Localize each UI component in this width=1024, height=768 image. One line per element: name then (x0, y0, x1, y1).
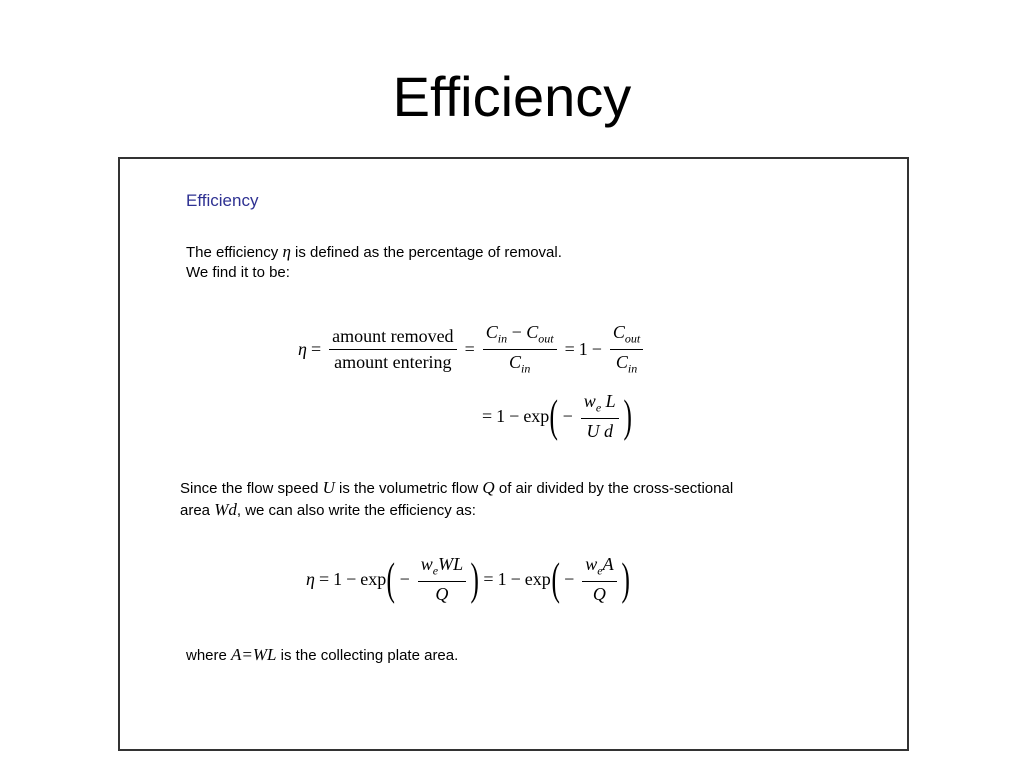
mid-text-d: area (180, 502, 215, 519)
eq2-inner-minus-2: − (564, 568, 575, 589)
eq1-fraction-amounts (329, 326, 456, 373)
eq2-equals-2: = (483, 568, 494, 589)
eq1b-inner-minus: − (562, 405, 573, 426)
eq2-fraction-2 (582, 554, 616, 605)
mid-text-b: is the volumetric flow (334, 480, 483, 497)
intro-line-1 (186, 241, 562, 263)
minus-sign: − (511, 322, 522, 342)
u-var: U (322, 478, 335, 497)
section-heading: Efficiency (186, 191, 259, 210)
eq2-one-1: 1 (333, 568, 343, 589)
w-base: w (583, 391, 596, 411)
eq1-equals-1: = (310, 338, 322, 359)
u-symbol: U (586, 420, 600, 441)
eq1b-one: 1 (496, 405, 506, 426)
equation-1-line-1 (298, 322, 647, 376)
c-in-base: C (485, 322, 498, 342)
equation-1-line-2 (478, 391, 632, 442)
frac-we-l (581, 391, 619, 419)
eq1-fraction-concentration (483, 322, 557, 376)
eq1-one: 1 (578, 338, 588, 359)
d-symbol: d (603, 420, 613, 441)
w-sub: e (595, 400, 602, 415)
c-out-base: C (526, 322, 539, 342)
c-out-base: C (612, 322, 625, 342)
frac-we-a (582, 554, 616, 582)
q-den: Q (592, 583, 606, 604)
frac-cout-num (610, 322, 643, 350)
c-in-sub: in (520, 361, 531, 376)
w-sub: e (597, 563, 603, 578)
wl-symbol: WL (438, 554, 464, 574)
q-var: Q (482, 478, 495, 497)
eq2-inner-minus-1: − (399, 568, 410, 589)
frac-amount-entering: amount entering (334, 351, 452, 372)
right-paren: ) (621, 553, 630, 605)
c-in-base: C (615, 351, 628, 372)
eta-symbol: η (282, 242, 291, 261)
c-in-sub: in (627, 361, 638, 376)
intro-line-2: We find it to be: (186, 264, 290, 281)
eq2-equals-1: = (318, 568, 330, 589)
l-symbol: L (605, 391, 616, 411)
eq1b-fraction (581, 391, 619, 442)
eq2-one-2: 1 (497, 568, 507, 589)
eq2-eta: η (306, 568, 315, 589)
w-sub: e (432, 563, 439, 578)
a-symbol: A (602, 554, 614, 574)
c-out-sub: out (624, 331, 641, 346)
intro-text-a: The efficiency (186, 244, 283, 261)
slide-title: Efficiency (392, 65, 632, 128)
frac-we-wl (418, 554, 466, 582)
left-paren: ( (551, 553, 560, 605)
c-in-base: C (508, 351, 521, 372)
left-paren: ( (386, 553, 396, 605)
footer-text-b: is the collecting plate area. (276, 647, 459, 664)
a-eq-wl: A=WL (231, 645, 277, 664)
mid-text-e: , we can also write the efficiency as: (236, 502, 476, 519)
c-out-sub: out (538, 331, 554, 346)
eq2-minus-2: − (510, 568, 521, 589)
frac-cin-den (613, 350, 640, 377)
frac-u-d (583, 419, 616, 442)
eq1b-exp: exp (523, 405, 550, 426)
w-base: w (585, 554, 598, 574)
eq1b-minus: − (509, 405, 520, 426)
frac-amount-removed: amount removed (329, 326, 456, 350)
right-paren: ) (623, 390, 632, 442)
right-paren: ) (470, 553, 479, 605)
eq1-eta: η (298, 338, 307, 359)
eq2-minus-1: − (346, 568, 357, 589)
eq2-fraction-1 (418, 554, 466, 605)
eq1-fraction-cout-cin (610, 322, 643, 376)
frac-cin-den (506, 350, 533, 377)
content-box (118, 157, 909, 751)
eq2-exp-1: exp (360, 568, 387, 589)
footer-text-a: where (186, 647, 232, 664)
mid-line-1 (180, 477, 733, 499)
eq1-minus: − (591, 338, 602, 359)
wd-var: Wd (214, 500, 237, 519)
eq2-exp-2: exp (524, 568, 551, 589)
footer-line (186, 644, 458, 666)
frac-cin-minus-cout (483, 322, 557, 350)
eq1b-equals: = (482, 405, 493, 426)
c-in-sub: in (497, 331, 508, 346)
equation-2 (306, 554, 630, 605)
eq1-equals-3: = (564, 338, 575, 359)
left-paren: ( (549, 390, 559, 442)
mid-line-2 (180, 499, 476, 521)
eq1-equals-2: = (464, 338, 475, 359)
mid-text-c: of air divided by the cross-sectional (494, 480, 734, 497)
mid-text-a: Since the flow speed (180, 480, 323, 497)
q-den: Q (435, 583, 449, 604)
w-base: w (420, 554, 433, 574)
intro-text-b: is defined as the percentage of removal. (290, 244, 562, 261)
